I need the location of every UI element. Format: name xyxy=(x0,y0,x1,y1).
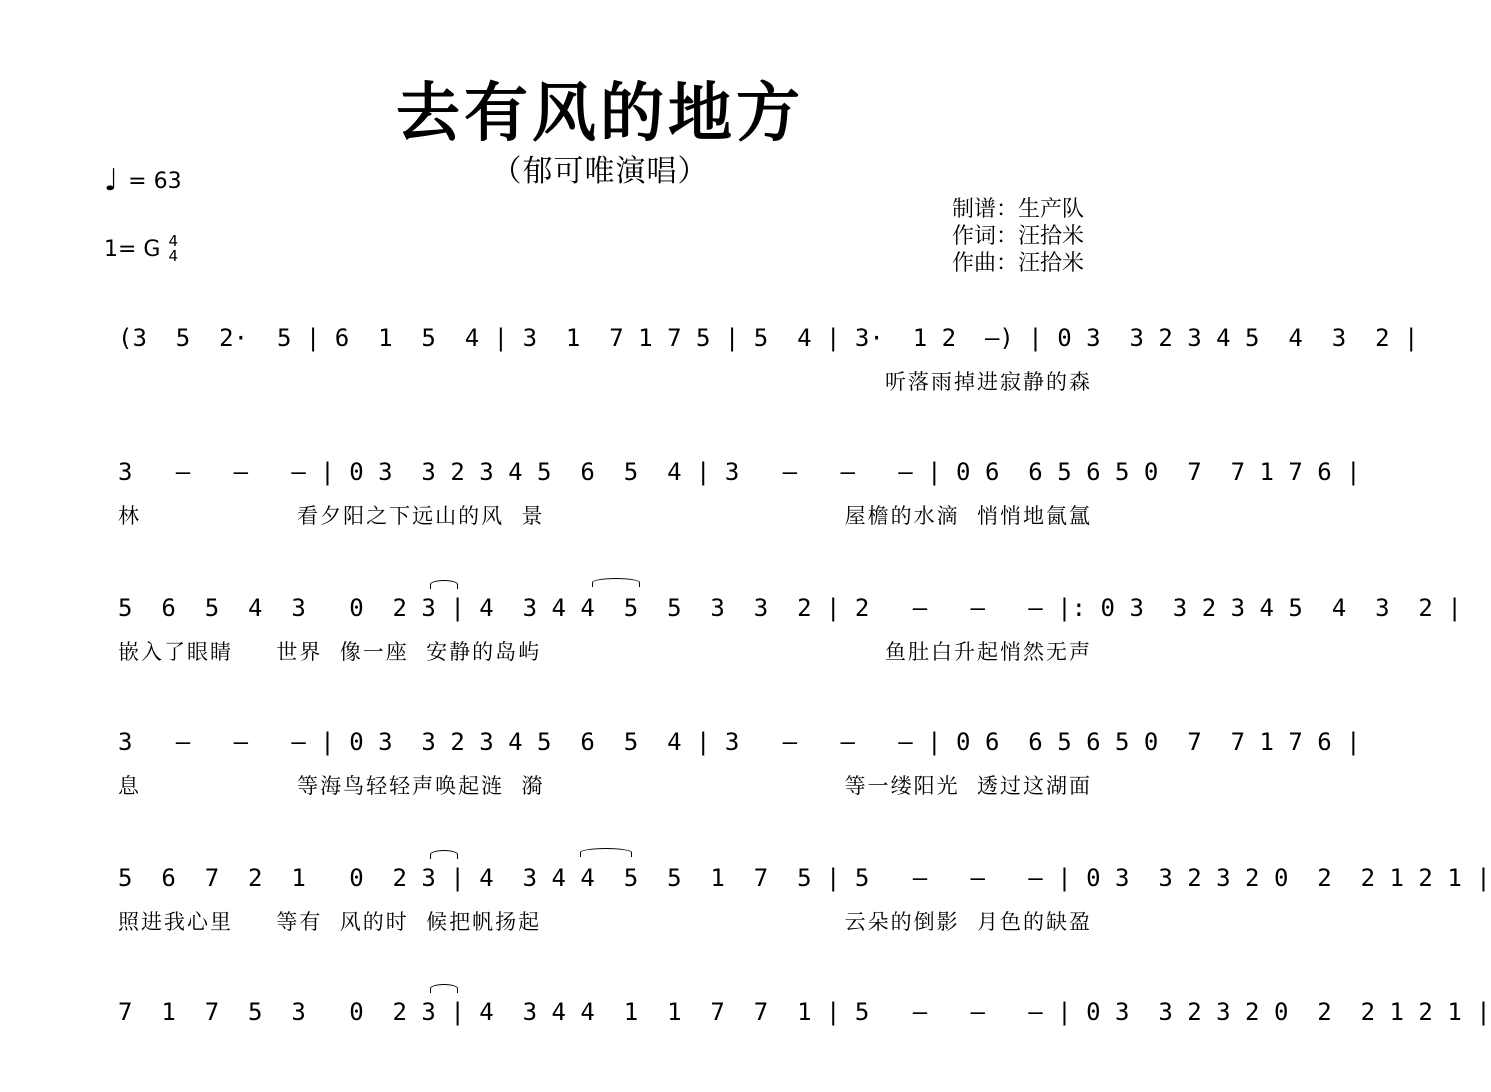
key-signature xyxy=(104,234,178,264)
key-text: 1= G xyxy=(104,236,161,262)
credit-lyricist: 作词：汪拾米 xyxy=(952,224,1085,249)
slur-mark xyxy=(580,848,632,857)
lyrics-right: 等一缕阳光 透过这湖面 xyxy=(844,774,1092,798)
time-signature xyxy=(168,234,178,264)
tempo-value: = 63 xyxy=(128,168,182,194)
credits xyxy=(952,196,1084,277)
lyrics-left: 嵌入了眼睛 世界 像一座 安静的岛屿 xyxy=(118,640,542,664)
quarter-note-icon: ♩ xyxy=(104,163,119,198)
credit-arranger: 制谱：生产队 xyxy=(952,197,1085,222)
lyrics-left: 林 看夕阳之下远山的风 景 xyxy=(118,504,545,528)
notes-line: 5 6 7 2 1 0 2 3 | 4 3 4 4 5 5 1 7 5 | 5 — — — | 0 3 3 2 3 2 0 2 2 1 2 1 | xyxy=(118,864,1491,892)
lyrics-right: 云朵的倒影 月色的缺盈 xyxy=(844,910,1092,934)
score-system xyxy=(0,588,1462,688)
tie-mark xyxy=(430,580,458,589)
slur-mark xyxy=(592,578,640,587)
lyrics-left: 照进我心里 等有 风的时 候把帆扬起 xyxy=(118,910,542,934)
time-signature-top: 4 xyxy=(168,232,179,250)
tie-mark xyxy=(430,850,458,859)
lyrics-right: 听落雨掉进寂静的森 xyxy=(885,370,1092,394)
page-subtitle: （郁可唯演唱） xyxy=(491,154,709,189)
tie-mark xyxy=(430,984,458,993)
page-title: 去有风的地方 xyxy=(396,77,804,151)
notes-line: 7 1 7 5 3 0 2 3 | 4 3 4 4 1 1 7 7 1 | 5 — — — | 0 3 3 2 3 2 0 2 2 1 2 1 | xyxy=(118,998,1491,1026)
time-signature-bottom: 4 xyxy=(168,247,179,265)
lyrics-right: 屋檐的水滴 悄悄地氤氲 xyxy=(844,504,1092,528)
score-system xyxy=(0,992,1491,1092)
lyrics-left: 息 等海鸟轻轻声唤起涟 漪 xyxy=(118,774,545,798)
notes-line: 5 6 5 4 3 0 2 3 | 4 3 4 4 5 5 3 3 2 | 2 — — — |: 0 3 3 2 3 4 5 4 3 2 | xyxy=(118,594,1462,622)
notes-line: (3 5 2· 5 | 6 1 5 4 | 3 1 7 1 7 5 | 5 4 | 3· 1 2 —) | 0 3 3 2 3 4 5 4 3 2 | xyxy=(118,324,1419,352)
lyrics-right: 鱼肚白升起悄然无声 xyxy=(885,640,1092,664)
score-system xyxy=(0,452,1361,552)
notes-line: 3 — — — | 0 3 3 2 3 4 5 6 5 4 | 3 — — — | 0 6 6 5 6 5 0 7 7 1 7 6 | xyxy=(118,458,1361,486)
notes-line: 3 — — — | 0 3 3 2 3 4 5 6 5 4 | 3 — — — | 0 6 6 5 6 5 0 7 7 1 7 6 | xyxy=(118,728,1361,756)
score-system xyxy=(0,722,1361,822)
score-system xyxy=(0,858,1491,958)
score-system xyxy=(0,318,1419,418)
credit-composer: 作曲：汪拾米 xyxy=(952,251,1085,276)
tempo-marking xyxy=(104,163,182,198)
